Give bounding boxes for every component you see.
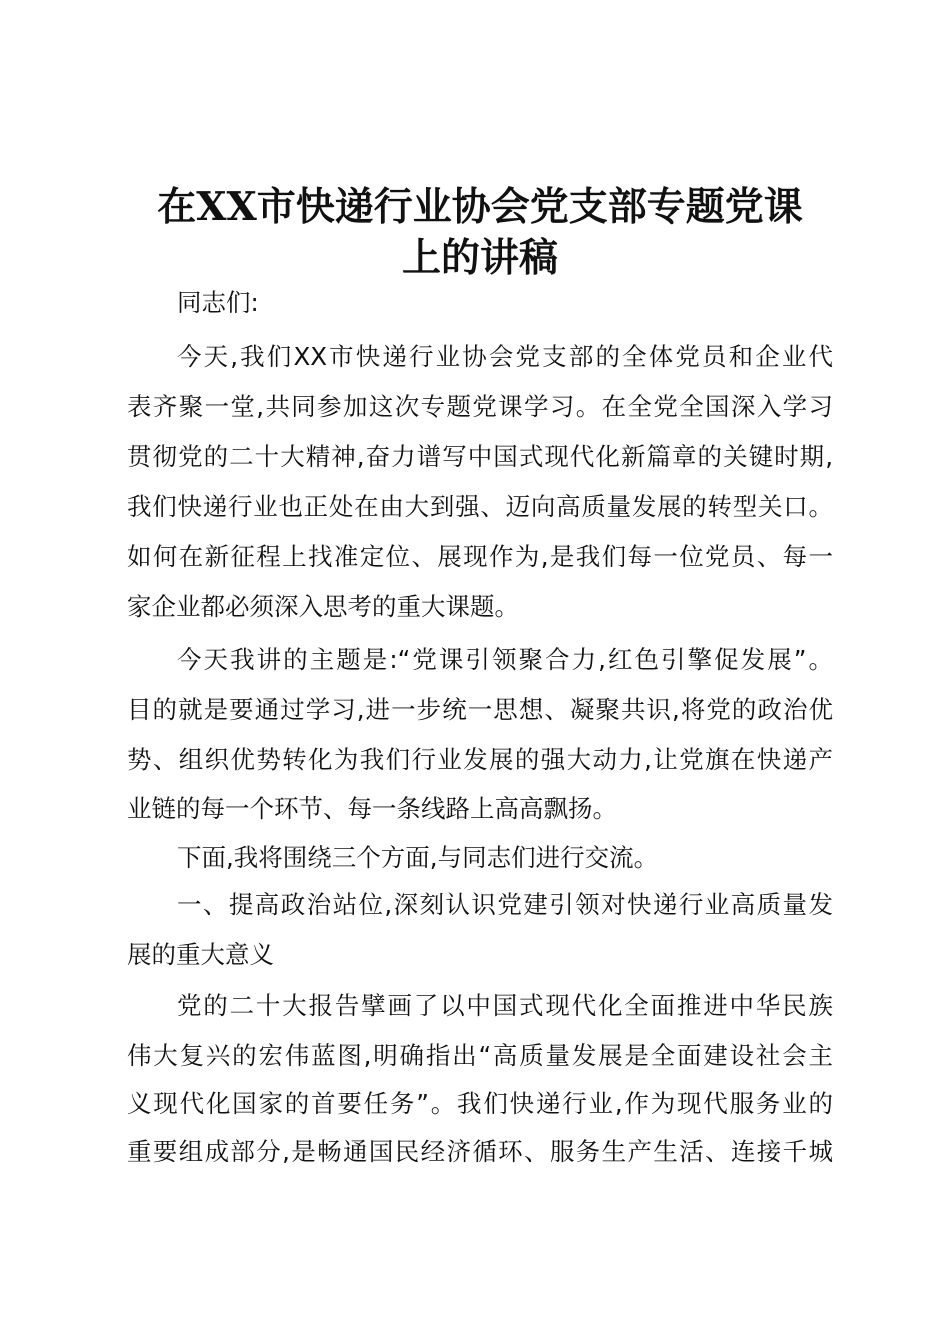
salutation: 同志们: — [177, 288, 259, 317]
body-line: 下面,我将围绕三个方面,与同志们进行交流。 — [177, 843, 659, 872]
body-line: 我们快递行业也正处在由大到强、迈向高质量发展的转型关口。 — [127, 492, 833, 521]
document-title-line-2: 上的讲稿 — [401, 235, 558, 281]
body-line: 伟大复兴的宏伟蓝图,明确指出“高质量发展是全面建设社会主 — [127, 1041, 833, 1070]
document-title-line-1: 在XX市快递行业协会党支部专题党课 — [157, 184, 803, 230]
body-line: 目的就是要通过学习,进一步统一思想、凝聚共识,将党的政治优 — [127, 695, 833, 724]
body-line: 业链的每一个环节、每一条线路上高高飘扬。 — [127, 794, 617, 823]
body-line: 贯彻党的二十大精神,奋力谱写中国式现代化新篇章的关键时期, — [127, 442, 833, 471]
body-line: 家企业都必须深入思考的重大课题。 — [127, 592, 519, 621]
body-line: 今天我讲的主题是:“党课引领聚合力,红色引擎促发展”。 — [177, 645, 833, 674]
body-line: 如何在新征程上找准定位、展现作为,是我们每一位党员、每一 — [127, 542, 833, 571]
body-line: 党的二十大报告擘画了以中国式现代化全面推进中华民族 — [177, 991, 833, 1020]
body-line: 势、组织优势转化为我们行业发展的强大动力,让党旗在快递产 — [127, 745, 833, 774]
section-heading-1: 一、提高政治站位,深刻认识党建引领对快递行业高质量发 — [177, 890, 833, 919]
body-line: 今天,我们XX市快递行业协会党支部的全体党员和企业代 — [177, 342, 833, 371]
body-line: 表齐聚一堂,共同参加这次专题党课学习。在全党全国深入学习 — [127, 392, 833, 421]
body-line: 重要组成部分,是畅通国民经济循环、服务生产生活、连接千城 — [127, 1137, 833, 1166]
body-line: 义现代化国家的首要任务”。我们快递行业,作为现代服务业的 — [127, 1089, 833, 1118]
section-heading-1-cont: 展的重大意义 — [127, 940, 274, 969]
